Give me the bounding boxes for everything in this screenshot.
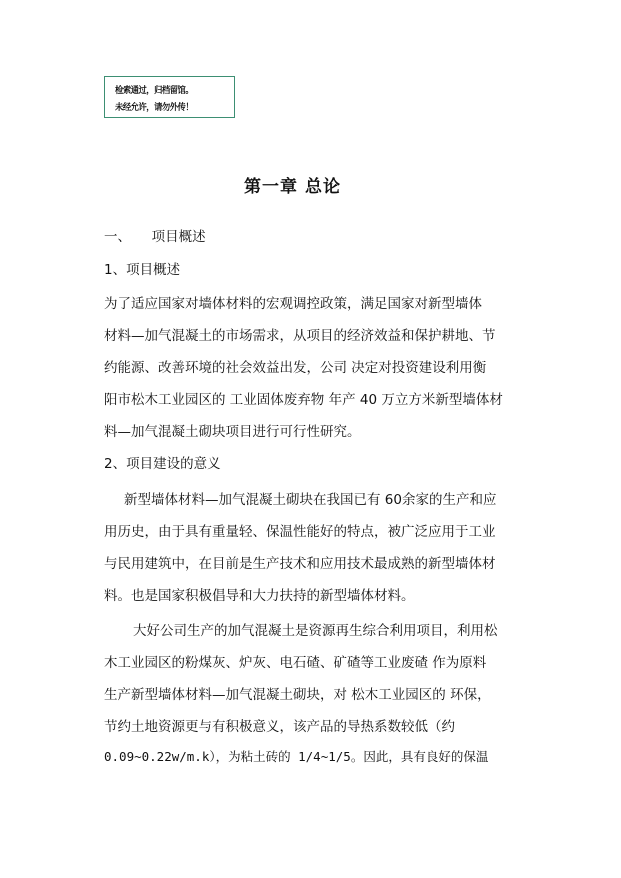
paragraph-3-line: 生产新型墙体材料—加气混凝土砌块，对 松木工业园区的 环保， — [104, 687, 491, 703]
section-number: 一、 — [104, 229, 131, 245]
paragraph-3-line: 节约土地资源更与有积极意义，该产品的导热系数较低（约 — [104, 719, 455, 735]
paragraph-2-line: 用历史，由于具有重量轻、保温性能好的特点，被广泛应用于工业 — [104, 524, 496, 540]
paragraph-2-line: 与民用建筑中，在目前是生产技术和应用技术最成熟的新型墙体材 — [104, 556, 496, 572]
section-title: 项目概述 — [151, 229, 206, 245]
paragraph-2-line: 新型墙体材料—加气混凝土砌块在我国已有 60余家的生产和应 — [124, 492, 497, 508]
chapter-title: 第一章 总论 — [244, 177, 341, 197]
paragraph-3-line: 木工业园区的粉煤灰、炉灰、电石碴、矿碴等工业废碴 作为原料 — [104, 655, 487, 671]
paragraph-3-line: 大好公司生产的加气混凝土是资源再生综合利用项目，利用松 — [133, 623, 498, 639]
paragraph-1-line: 为了适应国家对墙体材料的宏观调控政策，满足国家对新型墙体 — [104, 296, 482, 312]
subsection-heading-1: 1、项目概述 — [104, 262, 181, 278]
paragraph-1-line: 阳市松木工业园区的 工业固体废弃物 年产 40 万立方米新型墙体材 — [104, 392, 503, 408]
paragraph-2-line: 料。也是国家积极倡导和大力扶持的新型墙体材料。 — [104, 588, 415, 604]
stamp-line-2: 未经允许，请勿外传！ — [115, 103, 194, 113]
stamp-line-1: 检索通过，归档留馆。 — [115, 86, 194, 96]
paragraph-1-line: 约能源、改善环境的社会效益出发，公司 决定对投资建设利用衡 — [104, 360, 487, 376]
subsection-heading-2: 2、项目建设的意义 — [104, 456, 221, 472]
paragraph-1-line: 料—加气混凝土砌块项目进行可行性研究。 — [104, 424, 361, 440]
archive-stamp — [104, 76, 235, 118]
section-heading — [104, 228, 206, 246]
paragraph-1-line: 材料—加气混凝土的市场需求，从项目的经济效益和保护耕地、节 — [104, 328, 496, 344]
paragraph-3-line: 0.09~0.22w/m.k），为粘土砖的 1/4~1/5。因此，具有良好的保温 — [104, 749, 489, 764]
